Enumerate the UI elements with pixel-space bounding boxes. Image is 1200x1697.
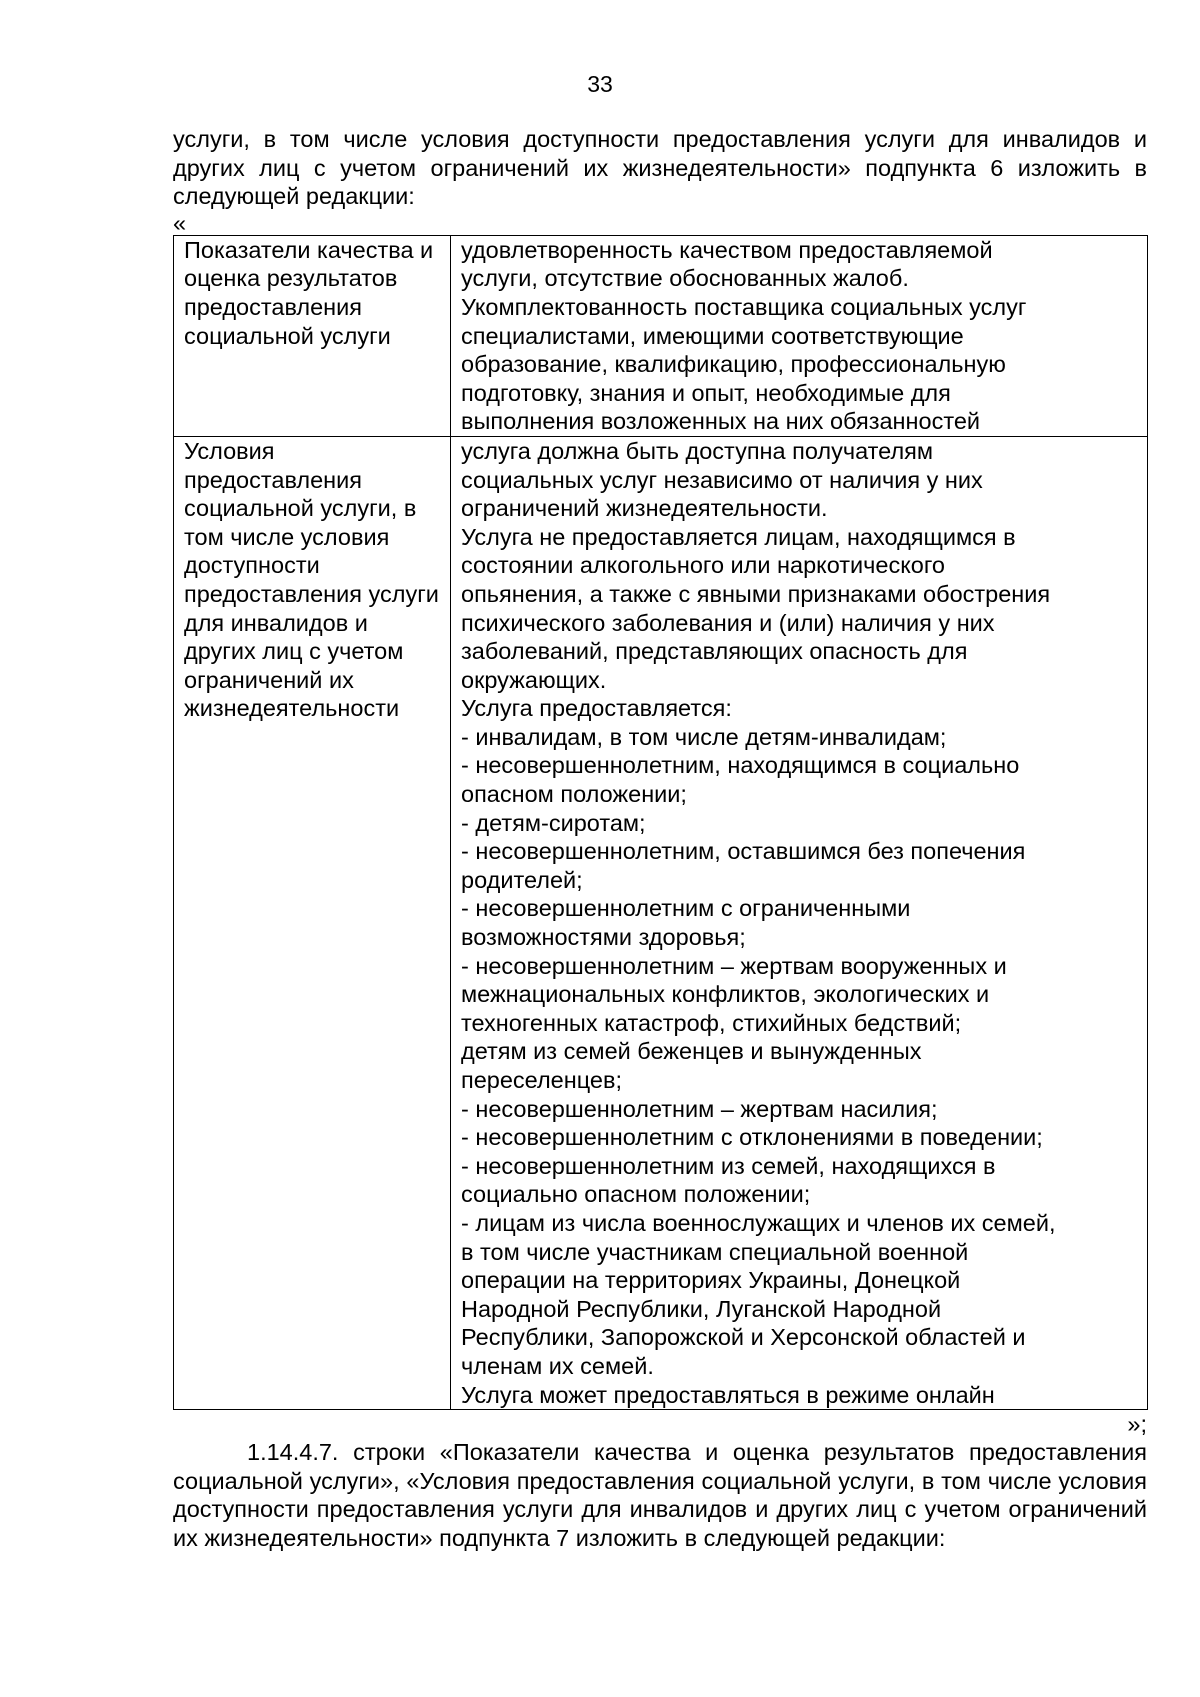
row-value-cell <box>451 436 1148 1409</box>
value-line: образование, квалификацию, профессиональную <box>461 351 1006 378</box>
value-line: окружающих. <box>461 666 607 693</box>
value-line: специалистами, имеющими соответствующие <box>461 322 964 349</box>
value-line: Услуга предоставляется: <box>461 695 732 722</box>
value-line: межнациональных конфликтов, экологических и <box>461 981 990 1008</box>
row-label-cell: Условия предоставления социальной услуги, в том числе условия доступности предоставления услуги для инвалидов и других лиц с учетом ограничений их жизнедеятельности <box>174 436 451 1409</box>
value-line: - несовершеннолетним из семей, находящихся в <box>461 1152 996 1179</box>
value-line: - лицам из числа военнослужащих и членов их семей, <box>461 1209 1056 1236</box>
value-line: Услуга не предоставляется лицам, находящимся в <box>461 523 1016 550</box>
value-line: возможностями здоровья; <box>461 924 746 951</box>
table-row <box>174 436 1148 1409</box>
intro-paragraph: услуги, в том числе условия доступности предоставления услуги для инвалидов и других лиц с учетом ограничений их жизнедеятельности» подпункта 6 изложить в следующей редакции: <box>173 126 1147 210</box>
value-line: услуги, отсутствие обоснованных жалоб. <box>461 265 909 292</box>
value-line: членам их семей. <box>461 1352 654 1379</box>
value-line: выполнения возложенных на них обязанностей <box>461 408 981 435</box>
value-line: - инвалидам, в том числе детям-инвалидам; <box>461 723 947 750</box>
value-line: Укомплектованность поставщика социальных услуг <box>461 293 1027 320</box>
opening-quote: « <box>173 209 187 236</box>
value-line: переселенцев; <box>461 1067 623 1093</box>
value-line: Услуга может предоставляться в режиме онлайн <box>461 1381 995 1408</box>
value-line: детям из семей беженцев и вынужденных <box>461 1038 922 1065</box>
service-conditions-table <box>173 235 1148 1410</box>
page-number: 33 <box>587 71 613 97</box>
value-line: услуга должна быть доступна получателям <box>461 437 934 464</box>
value-line: - несовершеннолетним – жертвам насилия; <box>461 1095 938 1122</box>
value-line: подготовку, знания и опыт, необходимые для <box>461 379 951 406</box>
next-paragraph: 1.14.4.7. строки «Показатели качества и оценка результатов предоставления социальной услуги», «Условия предоставления социальной услуги, в том числе условия доступности предоставления услуги для инвалидов и других лиц с учетом ограничений их жизнедеятельности» подпункта 7 изложить в следующей редакции: <box>173 1439 1147 1551</box>
row-label-cell: Показатели качества и оценка результатов предоставления социальной услуги <box>174 235 451 436</box>
value-line: - несовершеннолетним, оставшимся без попечения <box>461 838 1026 865</box>
value-line: ограничений жизнедеятельности. <box>461 495 828 522</box>
value-line: социальных услуг независимо от наличия у них <box>461 466 983 493</box>
value-line: удовлетворенность качеством предоставляемой <box>461 236 993 263</box>
table-row <box>174 235 1148 436</box>
value-line: социально опасном положении; <box>461 1181 811 1208</box>
value-line: опасном положении; <box>461 781 687 808</box>
value-line: опьянения, а также с явными признаками обострения <box>461 580 1051 607</box>
value-line: - несовершеннолетним – жертвам вооруженных и <box>461 952 1007 979</box>
value-line: состоянии алкогольного или наркотического <box>461 552 945 579</box>
value-line: - несовершеннолетним с ограниченными <box>461 895 911 922</box>
closing-quote: »; <box>1127 1411 1147 1438</box>
value-line: в том числе участникам специальной военной <box>461 1238 969 1265</box>
value-line: операции на территориях Украины, Донецкой <box>461 1267 961 1294</box>
value-line: Республики, Запорожской и Херсонской областей и <box>461 1324 1026 1351</box>
row-value-cell <box>451 235 1148 436</box>
value-line: - несовершеннолетним, находящимся в социально <box>461 752 1020 779</box>
value-line: родителей; <box>461 866 583 893</box>
value-line: - детям-сиротам; <box>461 809 646 836</box>
value-line: техногенных катастроф, стихийных бедствий; <box>461 1009 962 1036</box>
value-line: Народной Республики, Луганской Народной <box>461 1295 942 1322</box>
value-line: - несовершеннолетним с отклонениями в поведении; <box>461 1124 1043 1151</box>
value-line: заболеваний, представляющих опасность для <box>461 638 968 665</box>
value-line: психического заболевания и (или) наличия у них <box>461 609 995 636</box>
document-body <box>173 125 1147 1553</box>
table-body <box>174 235 1148 1409</box>
